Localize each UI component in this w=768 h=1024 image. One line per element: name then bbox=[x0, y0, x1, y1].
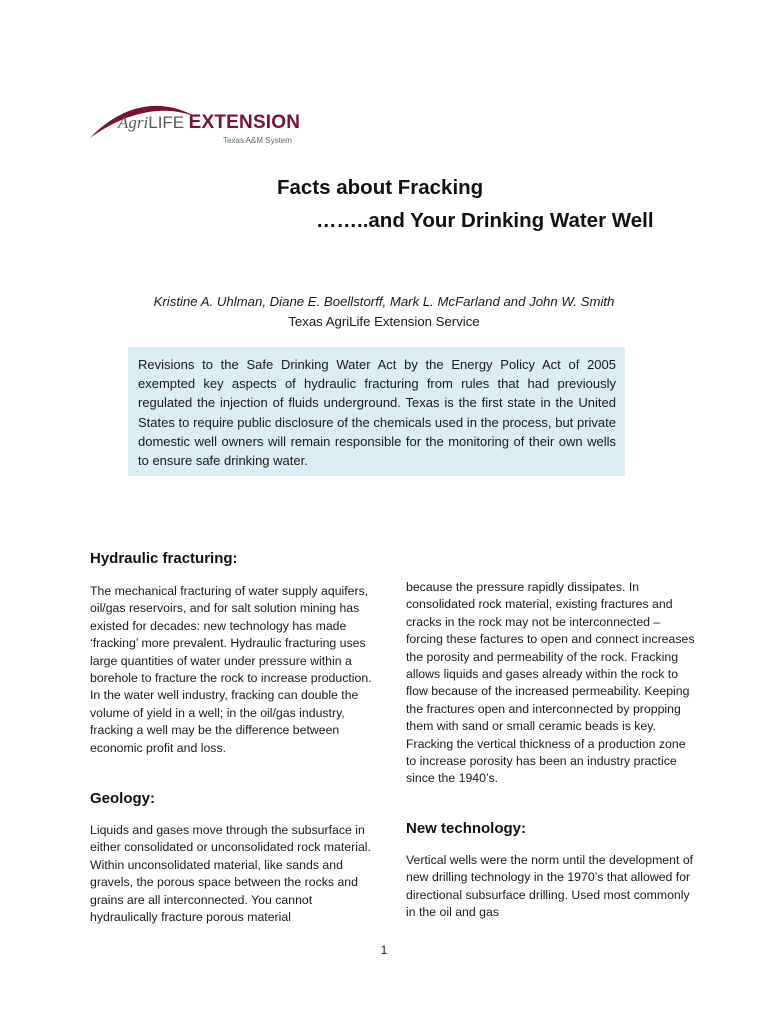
logo-system: Texas A&M System bbox=[223, 136, 292, 145]
paragraph: Liquids and gases move through the subsurface in either consolidated or unconsolidated rock material. Within unconsolidated material, like sands and gravels, the porous space between the rocks and grains are all interconnected. You cannot hydraulically fracture porous material bbox=[90, 823, 371, 925]
affiliation: Texas AgriLife Extension Service bbox=[288, 314, 480, 329]
logo-wordmark bbox=[118, 112, 300, 134]
right-column-continued bbox=[406, 579, 696, 788]
heading-hydraulic-fracturing: Hydraulic fracturing: bbox=[90, 550, 238, 567]
paragraph: The mechanical fracturing of water supply aquifers, oil/gas reservoirs, and for salt solution mining has existed for decades: new technology has made ‘fracking’ more prevalent. Hydraulic fracturing uses large quantities of water under pressure within a borehole to fracture the rock to increase production. In the water well industry, fracking can double the volume of yield in a well; in the oil/gas industry, fracking a well may be the difference between economic profit and loss. bbox=[90, 584, 372, 755]
abstract-box bbox=[128, 347, 625, 476]
author-list: Kristine A. Uhlman, Diane E. Boellstorff, Mark L. McFarland and John W. Smith bbox=[153, 294, 615, 309]
heading-new-technology: New technology: bbox=[406, 820, 527, 837]
hydraulic-fracturing-body bbox=[90, 583, 380, 757]
logo-life: LIFE bbox=[148, 113, 185, 132]
paragraph: Vertical wells were the norm until the development of new drilling technology in the 1970’s that allowed for directional subsurface drilling. Used most commonly in the oil and gas bbox=[406, 853, 694, 920]
logo-extension: EXTENSION bbox=[188, 112, 301, 133]
page-number: 1 bbox=[380, 943, 388, 957]
document-title-line-1: Facts about Fracking bbox=[277, 176, 484, 199]
logo-agri: Agri bbox=[118, 113, 149, 132]
document-title-line-2: ……..and Your Drinking Water Well bbox=[316, 209, 654, 232]
heading-geology: Geology: bbox=[90, 790, 156, 807]
agrilife-extension-logo bbox=[88, 92, 308, 154]
paragraph: because the pressure rapidly dissipates. In consolidated rock material, existing fractures and cracks in the rock may not be interconnected – forcing these factures to open and connect increases the porosity and permeability of the rock. Fracking allows liquids and gases already within the rock to flow because of the increased permeability. Keeping the fractures open and interconnected by propping them with sand or small ceramic beads is key. Fracking the vertical thickness of a production zone to increase porosity has been an industry practice since the 1940’s. bbox=[406, 580, 695, 786]
abstract-text: Revisions to the Safe Drinking Water Act by the Energy Policy Act of 2005 exempted key aspects of hydraulic fracturing from rules that had previously regulated the injection of fluids underground. Texas is the first state in the United States to require public disclosure of the chemicals used in the process, but private domestic well owners will remain responsible for the monitoring of their own wells to ensure safe drinking water. bbox=[138, 357, 616, 469]
new-technology-body bbox=[406, 852, 696, 922]
geology-body bbox=[90, 822, 380, 926]
